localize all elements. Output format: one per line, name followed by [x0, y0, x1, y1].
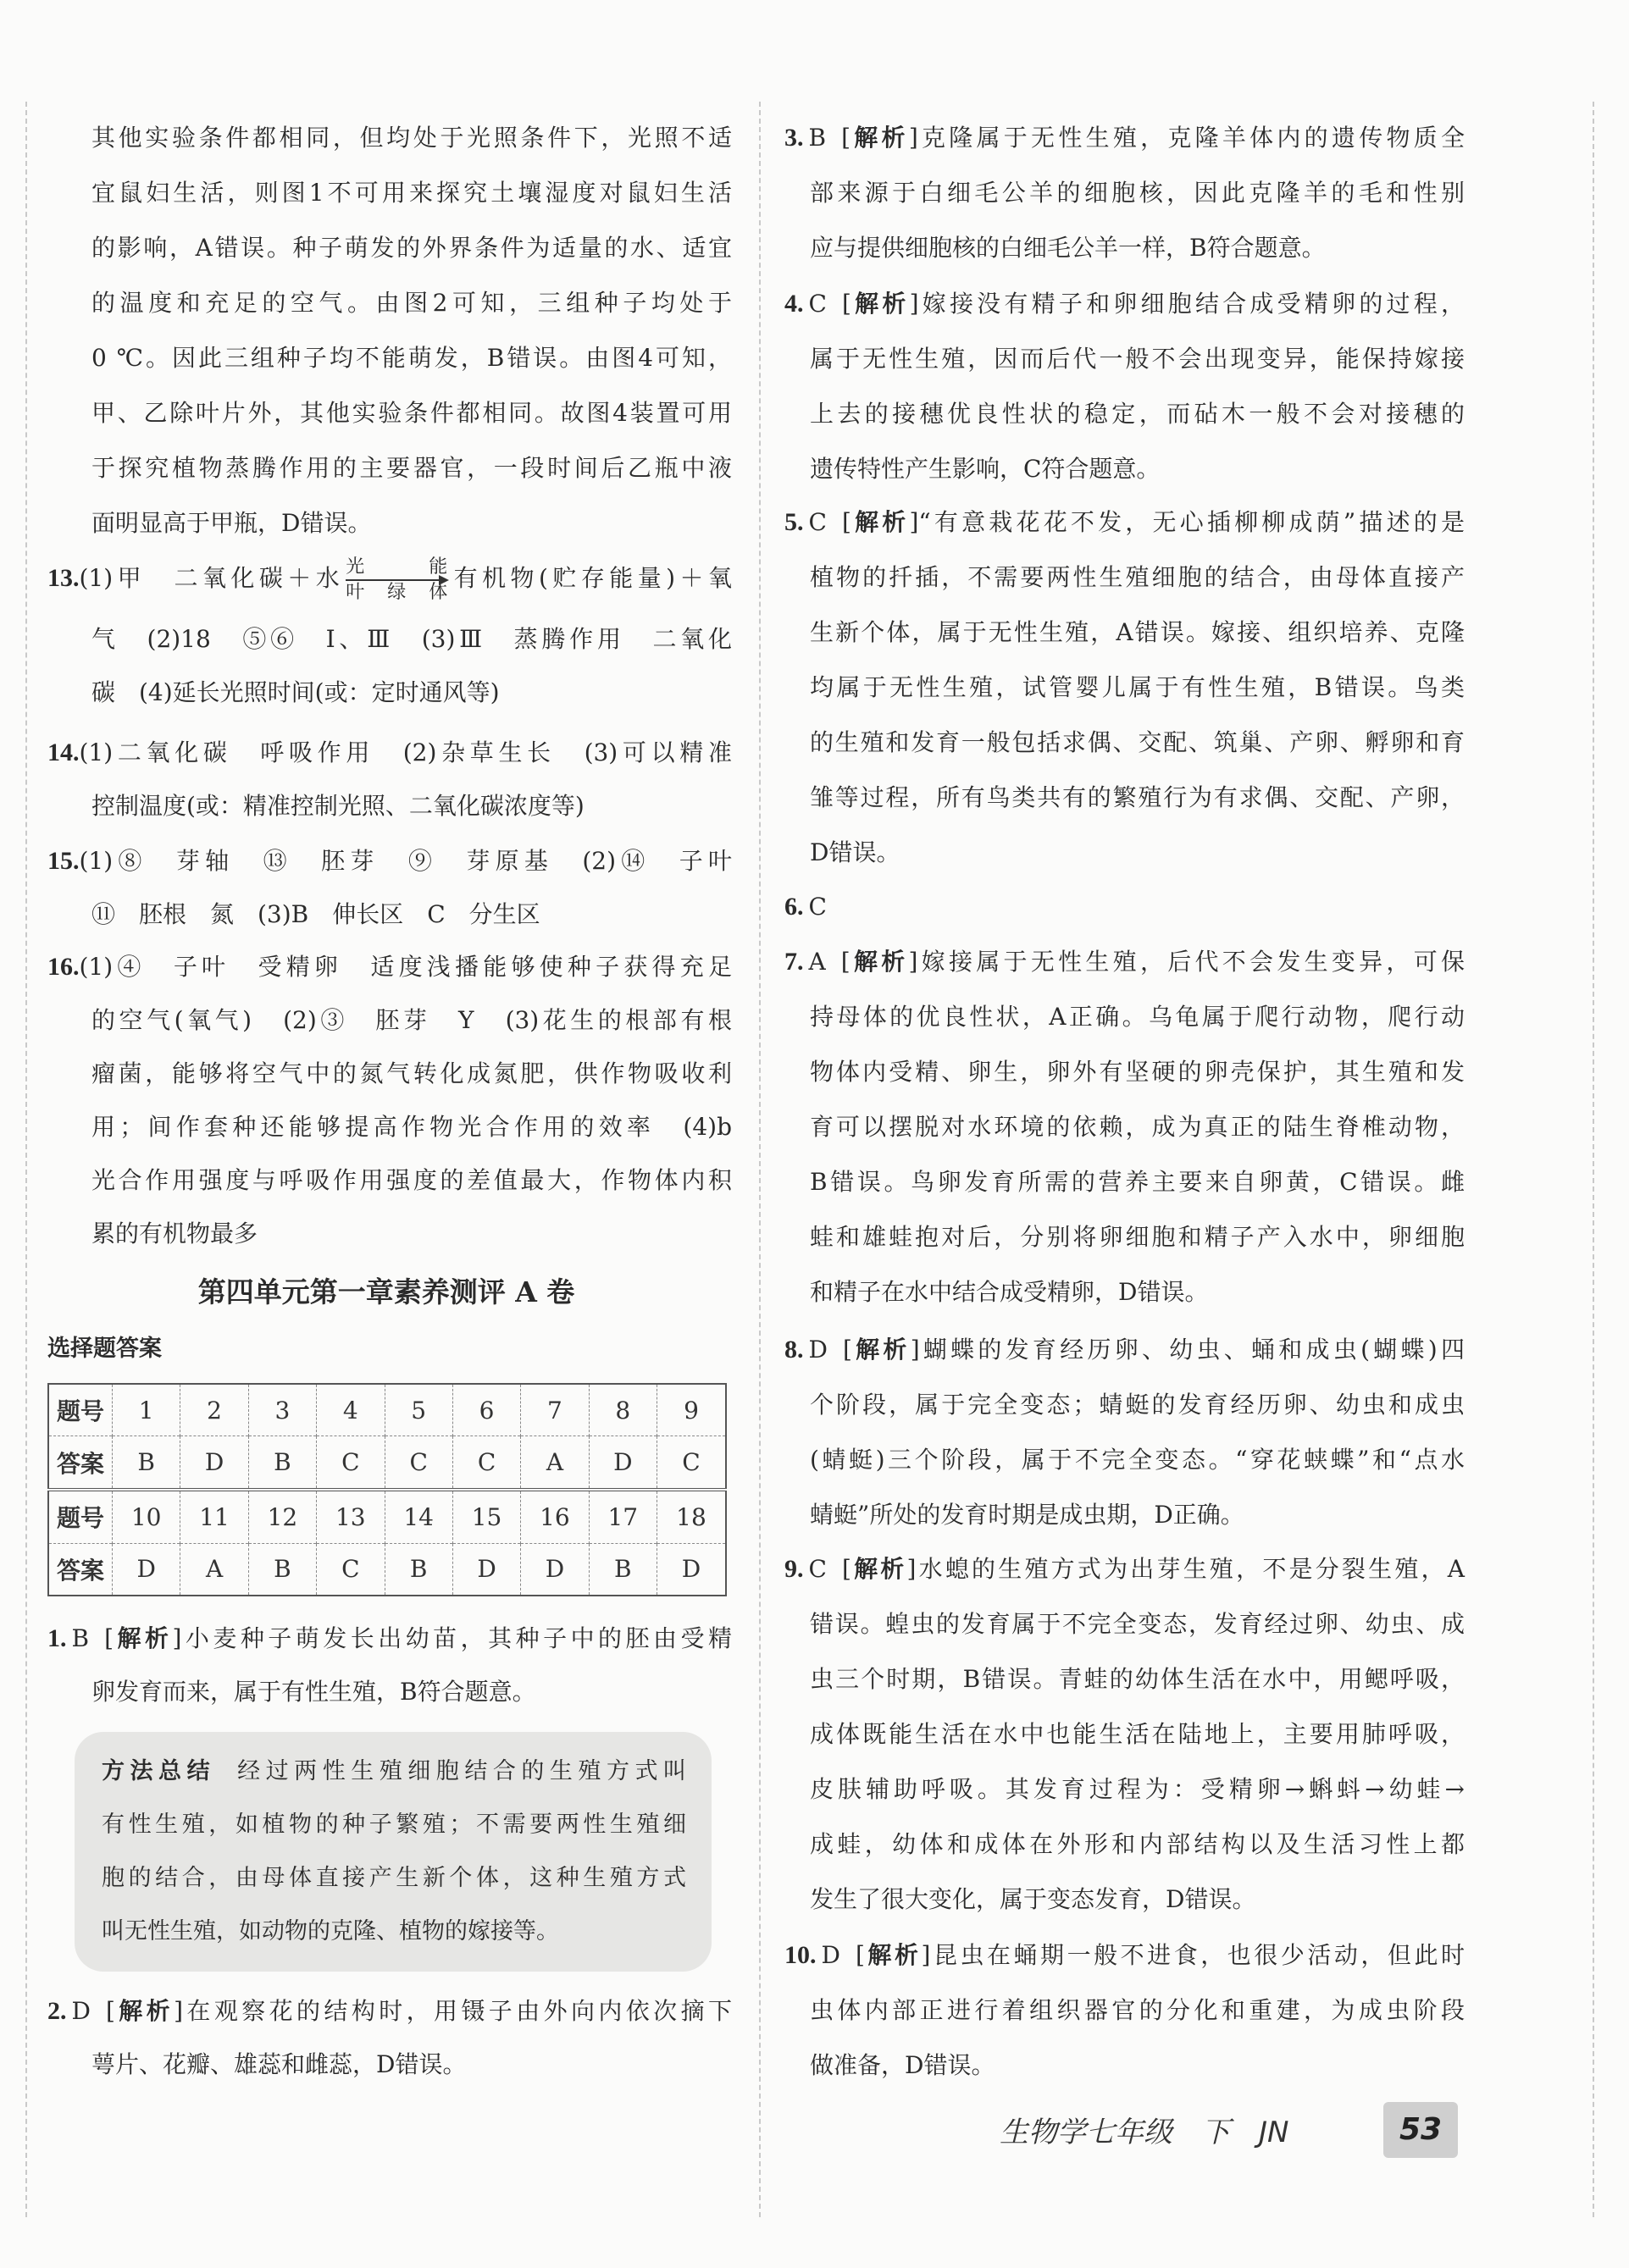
line-text: 蝴蝶的发育经历卵、幼虫、蛹和成虫(蝴蝶)四	[919, 1336, 1465, 1364]
answer-line	[810, 1651, 1465, 1707]
table-cell: C	[317, 1543, 385, 1596]
line-text: 碳 (4)延长光照时间(或：定时通风等)	[91, 678, 500, 706]
answer-letter: C	[808, 290, 827, 318]
line-text: 在观察花的结构时，用镊子由外向内依次摘下	[183, 1997, 732, 2025]
line-text: 甲、乙除叶片外，其他实验条件都相同。故图4装置可用	[91, 399, 732, 427]
line-text: 虫体内部正进行着组织器官的分化和重建，为成虫阶段	[810, 1996, 1465, 2024]
table-cell: 3	[248, 1384, 316, 1436]
analysis-tag-label: 解析	[851, 124, 909, 152]
analysis-tag: [解析]	[840, 948, 918, 976]
analysis-tag-label: 解析	[851, 1336, 911, 1364]
answer-line	[810, 220, 1465, 275]
table-cell: 17	[589, 1490, 657, 1543]
question-number: 15.	[47, 847, 80, 875]
answer-line	[810, 825, 1465, 880]
choice-answers-heading: 选择题答案	[47, 1336, 162, 1362]
answer-line	[810, 715, 1465, 770]
table-cell: C	[385, 1436, 452, 1490]
right-arrow-icon	[346, 579, 447, 581]
answer-line	[91, 495, 732, 550]
line-text: 遗传特性产生影响，C符合题意。	[810, 455, 1161, 483]
answer-line	[91, 440, 732, 495]
line-text: 做准备，D错误。	[810, 2051, 995, 2079]
line-text: 植物的扦插，不需要两性生殖细胞的结合，由母体直接产	[810, 563, 1465, 591]
table-cell: 7	[521, 1384, 589, 1436]
line-text: 上去的接穗优良性状的稳定，而砧木一般不会对接穗的	[810, 400, 1465, 428]
page-number: 53	[1383, 2102, 1458, 2158]
table-cell: B	[248, 1436, 316, 1490]
answer-item	[784, 110, 1465, 275]
line-text: 和精子在水中结合成受精卵，D错误。	[810, 1278, 1209, 1306]
left-margin-dashed-line	[25, 102, 27, 2217]
question-number: 4.	[784, 290, 804, 318]
table-cell: D	[521, 1543, 589, 1596]
answer-line	[810, 1487, 1465, 1542]
line-text: 发生了很大变化，属于变态发育，D错误。	[810, 1885, 1256, 1913]
answer-letter: D	[821, 1941, 840, 1969]
table-cell: D	[452, 1543, 520, 1596]
answer-line	[91, 165, 732, 220]
analysis-tag-label: 解析	[114, 1997, 175, 2025]
table-cell: C	[657, 1436, 727, 1490]
table-cell: A	[521, 1436, 589, 1490]
answer-line	[91, 220, 732, 275]
answer-item	[47, 726, 732, 833]
answer-item	[47, 545, 732, 719]
table-cell: D	[657, 1543, 727, 1596]
table-cell: C	[317, 1436, 385, 1490]
answer-letter: C	[808, 508, 827, 536]
answer-letter: D	[71, 1997, 91, 2025]
answer-item	[784, 934, 1465, 1319]
line-text: 水螅的生殖方式为出芽生殖，不是分裂生殖，A	[916, 1555, 1465, 1583]
table-row	[48, 1543, 726, 1596]
answer-item	[784, 1541, 1465, 1927]
line-text: 控制温度(或：精准控制光照、二氧化碳浓度等)	[91, 792, 585, 820]
arrow-condition-top: 光能	[346, 556, 448, 578]
table-cell: D	[180, 1436, 248, 1490]
analysis-tag-label: 解析	[851, 508, 910, 536]
table-cell: B	[385, 1543, 452, 1596]
analysis-tag: [解析]	[855, 1941, 931, 1969]
table-cell: 6	[452, 1384, 520, 1436]
answer-letter: B	[808, 124, 827, 152]
line-text: 个阶段，属于完全变态；蜻蜓的发育经历卵、幼虫和成虫	[810, 1391, 1465, 1419]
answer-line	[810, 660, 1465, 715]
line-text: 物体内受精、卵生，卵外有坚硬的卵壳保护，其生殖和发	[810, 1058, 1465, 1086]
table-cell: 10	[113, 1490, 180, 1543]
table-row	[48, 1384, 726, 1436]
line-text: (蜻蜓)三个阶段，属于不完全变态。“穿花蛱蝶”和“点水	[810, 1446, 1465, 1474]
section-title: 第四单元第一章素养测评 A 卷	[197, 1275, 575, 1308]
line-text: 气 (2)18 ⑤⑥ Ⅰ、Ⅲ (3)Ⅲ 蒸腾作用 二氧化	[91, 625, 732, 653]
table-cell: 8	[589, 1384, 657, 1436]
analysis-tag-label: 解析	[850, 948, 909, 976]
answer-line	[810, 605, 1465, 660]
method-summary-text	[102, 1745, 686, 1958]
table-cell: 13	[317, 1490, 385, 1543]
answer-line	[91, 612, 732, 666]
table-cell: 16	[521, 1490, 589, 1543]
row-header: 题号	[48, 1384, 113, 1436]
answer-line	[810, 1044, 1465, 1099]
table-cell: D	[589, 1436, 657, 1490]
line-text: 0 ℃。因此三组种子均不能萌发，B错误。由图4可知，	[91, 344, 732, 372]
line-text: 持母体的优良性状，A正确。乌龟属于爬行动物，爬行动	[810, 1003, 1465, 1031]
answer-line	[91, 275, 732, 330]
arrow-condition-bottom: 叶绿体	[346, 581, 448, 603]
line-text: ⑪ 胚根 氮 (3)B 伸长区 C 分生区	[91, 900, 540, 928]
answer-letter: D	[808, 1336, 828, 1364]
analysis-tag: [解析]	[842, 1336, 920, 1364]
line-text: 用；间作套种还能够提高作物光合作用的效率 (4)b	[91, 1113, 732, 1141]
line-text: 叫无性生殖，如动物的克隆、植物的嫁接等。	[102, 1918, 559, 1944]
line-text: 的影响，A错误。种子萌发的外界条件为适量的水、适宜	[91, 234, 732, 262]
line-text: 萼片、花瓣、雄蕊和雌蕊，D错误。	[91, 2050, 467, 2078]
answer-letter: C	[808, 1555, 827, 1583]
line-text: 应与提供细胞核的白细毛公羊一样，B符合题意。	[810, 234, 1326, 262]
line-text: 有性生殖，如植物的种子繁殖；不需要两性生殖细	[102, 1812, 686, 1838]
line-text: 均属于无性生殖，试管婴儿属于有性生殖，B错误。鸟类	[810, 673, 1465, 701]
line-text: 错误。蝗虫的发育属于不完全变态，发育经过卵、幼虫、成	[810, 1610, 1465, 1638]
answer-line	[91, 2038, 732, 2091]
answer-line	[91, 993, 732, 1047]
answer-line	[784, 879, 1465, 934]
line-text: 嫁接没有精子和卵细胞结合成受精卵的过程，	[918, 290, 1465, 318]
answer-item	[784, 1928, 1465, 2093]
line-text: 成体既能生活在水中也能生活在陆地上，主要用肺呼吸，	[810, 1720, 1465, 1748]
answer-line	[810, 2038, 1465, 2093]
line-text: 卵发育而来，属于有性生殖，B符合题意。	[91, 1678, 536, 1706]
line-text: 的温度和充足的空气。由图2可知，三组种子均处于	[91, 289, 732, 317]
table-cell: C	[452, 1436, 520, 1490]
question-number: 10.	[784, 1941, 817, 1969]
line-text: 部来源于白细毛公羊的细胞核，因此克隆羊的毛和性别	[810, 179, 1465, 207]
line-text: 虫三个时期，B错误。青蛙的幼体生活在水中，用鳃呼吸，	[810, 1665, 1465, 1693]
analysis-tag: [解析]	[841, 124, 918, 152]
answer-line	[810, 550, 1465, 605]
line-text: 瘤菌，能够将空气中的氮气转化成氮肥，供作物吸收利	[91, 1059, 732, 1087]
answer-line	[810, 1377, 1465, 1432]
question-number: 1.	[47, 1624, 67, 1652]
table-cell: 9	[657, 1384, 727, 1436]
question-number: 13.	[47, 564, 80, 592]
table-cell: D	[113, 1543, 180, 1596]
question-number: 6.	[784, 893, 804, 921]
answer-line	[91, 779, 732, 833]
answer-item	[47, 1612, 732, 1718]
row-header: 题号	[48, 1490, 113, 1543]
answer-line	[810, 1432, 1465, 1487]
answer-item	[47, 110, 732, 550]
line-text: 嫁接属于无性生殖，后代不会发生变异，可保	[917, 948, 1465, 976]
answer-table	[47, 1383, 727, 1596]
table-cell: 11	[180, 1490, 248, 1543]
line-text: 生新个体，属于无性生殖，A错误。嫁接、组织培养、克隆	[810, 618, 1465, 646]
table-cell: B	[589, 1543, 657, 1596]
line-text: 胞的结合，由母体直接产生新个体，这种生殖方式	[102, 1865, 686, 1891]
table-cell: B	[113, 1436, 180, 1490]
answer-line	[784, 495, 1465, 550]
answer-item	[784, 276, 1465, 496]
analysis-tag-label: 解析	[864, 1941, 922, 1969]
answer-item	[784, 879, 1465, 934]
analysis-tag: [解析]	[104, 1624, 182, 1652]
answer-line	[810, 165, 1465, 220]
answer-line	[810, 1872, 1465, 1927]
answer-line	[810, 1817, 1465, 1872]
answer-line	[810, 1983, 1465, 2038]
answer-line	[91, 666, 732, 719]
line-text: 属于无性生殖，因而后代一般不会出现变异，能保持嫁接	[810, 345, 1465, 373]
analysis-tag-label: 解析	[851, 1555, 907, 1583]
answer-line	[810, 1099, 1465, 1154]
table-cell: 1	[113, 1384, 180, 1436]
row-header: 答案	[48, 1436, 113, 1490]
answer-line	[810, 1209, 1465, 1264]
answer-line	[810, 1762, 1465, 1817]
answer-line	[784, 1928, 1465, 1983]
table-cell: 15	[452, 1490, 520, 1543]
line-text: 有机物(贮存能量)＋氧	[449, 564, 732, 592]
answer-line	[47, 1612, 732, 1665]
line-text: 宜鼠妇生活，则图1不可用来探究土壤湿度对鼠妇生活	[91, 179, 732, 207]
analysis-tag-label: 解析	[851, 290, 910, 318]
line-text: 小麦种子萌发长出幼苗，其种子中的胚由受精	[181, 1624, 732, 1652]
answer-line	[784, 276, 1465, 331]
line-text: 昆虫在蛹期一般不进食，也很少活动，但此时	[930, 1941, 1465, 1969]
method-summary-line	[102, 1798, 686, 1851]
right-margin-dashed-line	[1593, 102, 1594, 2217]
question-number: 5.	[784, 508, 804, 536]
line-text: (1)甲 二氧化碳＋水	[79, 564, 345, 592]
question-number: 9.	[784, 1555, 804, 1583]
analysis-tag: [解析]	[841, 1555, 917, 1583]
answer-line	[810, 441, 1465, 496]
line-text: 成蛙，幼体和成体在外形和内部结构以及生活习性上都	[810, 1830, 1465, 1858]
answer-letter: C	[808, 893, 827, 921]
line-text: 面明显高于甲瓶，D错误。	[91, 509, 372, 537]
line-text: (1)④ 子叶 受精卵 适度浅播能够使种子获得充足	[79, 953, 732, 981]
book-label: 生物学七年级 下 JN	[1000, 2116, 1289, 2149]
method-summary-line	[102, 1745, 686, 1798]
answer-line	[810, 770, 1465, 825]
answer-line	[91, 385, 732, 440]
method-summary-line	[102, 1905, 686, 1958]
answer-line	[91, 1207, 732, 1260]
line-text: B错误。鸟卵发育所需的营养主要来自卵黄，C错误。雌	[810, 1168, 1465, 1196]
line-text: 蛙和雄蛙抱对后，分别将卵细胞和精子产入水中，卵细胞	[810, 1223, 1465, 1251]
analysis-tag: [解析]	[105, 1997, 184, 2025]
answer-line	[784, 110, 1465, 165]
answer-line	[91, 888, 732, 941]
answer-line	[91, 1665, 732, 1718]
line-text: 雏等过程，所有鸟类共有的繁殖行为有求偶、交配、产卵，	[810, 783, 1465, 811]
line-text: 经过两性生殖细胞结合的生殖方式叫	[237, 1758, 687, 1784]
answer-line	[810, 989, 1465, 1044]
table-cell: 14	[385, 1490, 452, 1543]
answer-line	[784, 1541, 1465, 1596]
table-cell: B	[248, 1543, 316, 1596]
line-text: 育可以摆脱对水环境的依赖，成为真正的陆生脊椎动物，	[810, 1113, 1465, 1141]
answer-line	[810, 386, 1465, 441]
question-number: 2.	[47, 1997, 67, 2025]
method-summary-line	[102, 1851, 686, 1905]
question-number: 3.	[784, 124, 804, 152]
table-cell: 4	[317, 1384, 385, 1436]
analysis-tag: [解析]	[841, 508, 919, 536]
line-text: 光合作用强度与呼吸作用强度的差值最大，作物体内积	[91, 1166, 732, 1194]
answer-letter: A	[808, 948, 826, 976]
question-number: 7.	[784, 948, 804, 976]
line-text: 蜻蜓”所处的发育时期是成虫期，D正确。	[810, 1501, 1244, 1529]
table-row	[48, 1490, 726, 1543]
answer-line	[47, 940, 732, 993]
answer-line	[810, 1707, 1465, 1762]
table-cell: A	[180, 1543, 248, 1596]
question-number: 16.	[47, 953, 80, 981]
table-cell: 2	[180, 1384, 248, 1436]
answer-line	[47, 834, 732, 888]
answer-line	[91, 1047, 732, 1100]
answer-line	[91, 1153, 732, 1207]
answer-line	[810, 1264, 1465, 1319]
analysis-tag-label: 解析	[114, 1624, 173, 1652]
line-text: 的生殖和发育一般包括求偶、交配、筑巢、产卵、孵卵和育	[810, 728, 1465, 756]
line-text: 其他实验条件都相同，但均处于光照条件下，光照不适	[91, 124, 732, 152]
answer-line	[91, 1100, 732, 1153]
answer-line	[91, 110, 732, 165]
question-number: 14.	[47, 738, 80, 766]
answer-line	[810, 331, 1465, 386]
answer-letter: B	[71, 1624, 90, 1652]
row-header: 答案	[48, 1543, 113, 1596]
answer-line	[810, 1154, 1465, 1209]
answer-item	[47, 1984, 732, 2091]
table-cell: 18	[657, 1490, 727, 1543]
line-text: 的空气(氧气) (2)③ 胚芽 Y (3)花生的根部有根	[91, 1006, 732, 1034]
answer-item	[47, 940, 732, 1260]
answer-item	[784, 495, 1465, 880]
answer-line	[47, 726, 732, 779]
line-text: 于探究植物蒸腾作用的主要器官，一段时间后乙瓶中液	[91, 454, 732, 482]
analysis-tag: [解析]	[841, 290, 919, 318]
method-summary-heading: 方法总结	[102, 1758, 216, 1784]
answer-line	[784, 1322, 1465, 1377]
answer-line	[47, 1984, 732, 2038]
table-cell: 12	[248, 1490, 316, 1543]
line-text: 克隆属于无性生殖，克隆羊体内的遗传物质全	[917, 124, 1465, 152]
line-text: (1)⑧ 芽轴 ⑬ 胚芽 ⑨ 芽原基 (2)⑭ 子叶	[79, 847, 732, 875]
question-number: 8.	[784, 1336, 804, 1364]
answer-line	[810, 1596, 1465, 1651]
table-cell: 5	[385, 1384, 452, 1436]
line-text: “有意栽花花不发，无心插柳柳成荫”描述的是	[918, 508, 1465, 536]
answer-line	[47, 545, 732, 612]
answer-item	[784, 1322, 1465, 1542]
answer-line	[784, 934, 1465, 989]
table-row	[48, 1436, 726, 1490]
line-text: 累的有机物最多	[91, 1220, 258, 1247]
line-text: (1)二氧化碳 呼吸作用 (2)杂草生长 (3)可以精准	[79, 738, 732, 766]
answer-line	[91, 330, 732, 385]
reaction-arrow	[346, 557, 447, 603]
line-text: 皮肤辅助呼吸。其发育过程为：受精卵→蝌蚪→幼蛙→	[810, 1775, 1465, 1803]
column-divider-dashed-line	[759, 102, 761, 2217]
answer-item	[47, 834, 732, 941]
line-text: D错误。	[810, 838, 900, 866]
